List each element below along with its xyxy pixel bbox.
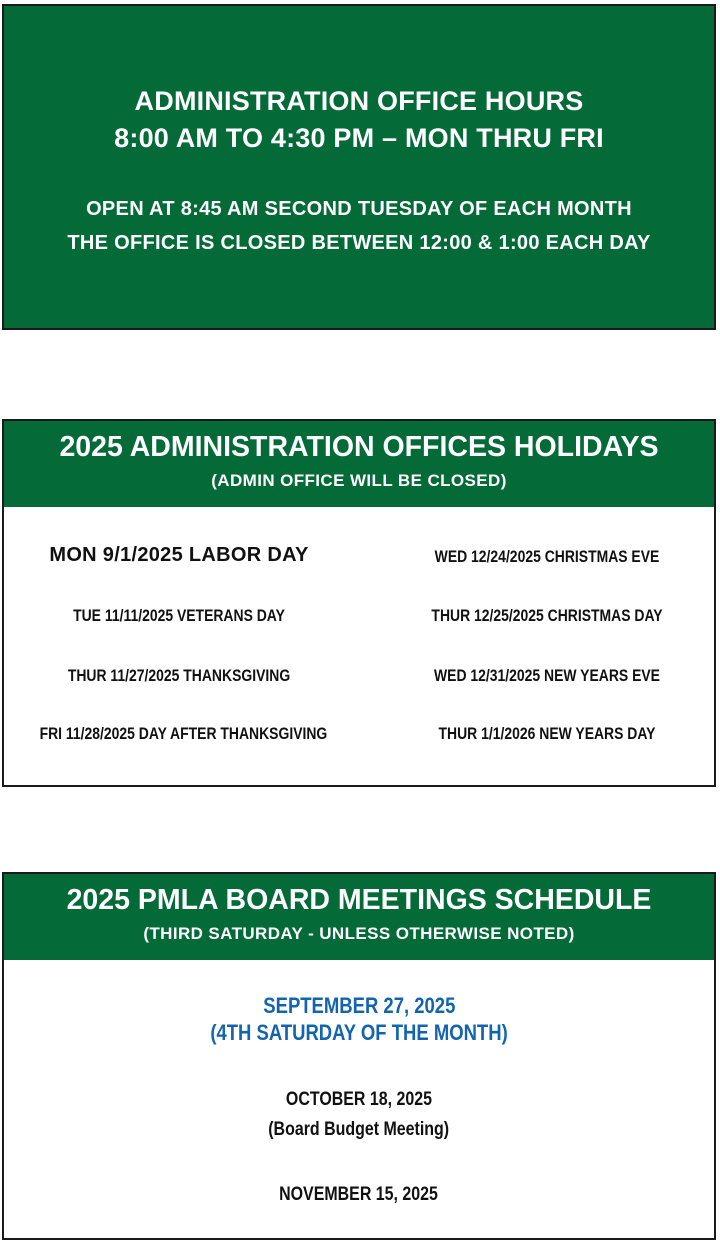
holiday-item: WED 12/31/2025 NEW YEARS EVE [434, 666, 660, 685]
holiday-item: THUR 12/25/2025 CHRISTMAS DAY [431, 606, 663, 625]
office-hours-panel [2, 4, 716, 330]
holiday-item: TUE 11/11/2025 VETERANS DAY [73, 606, 285, 625]
meeting-highlight-note-text: (4TH SATURDAY OF THE MONTH) [210, 1020, 508, 1045]
holidays-title: 2025 ADMINISTRATION OFFICES HOLIDAYS [59, 431, 659, 463]
meetings-subtitle: (THIRD SATURDAY - UNLESS OTHERWISE NOTED) [143, 924, 575, 943]
holiday-item: FRI 11/28/2025 DAY AFTER THANKSGIVING [39, 724, 328, 743]
holidays-subtitle: (ADMIN OFFICE WILL BE CLOSED) [211, 471, 507, 490]
holiday-item: WED 12/24/2025 CHRISTMAS EVE [434, 547, 660, 566]
office-hours-note-lunch: THE OFFICE IS CLOSED BETWEEN 12:00 & 1:00 EACH DAY [67, 232, 651, 254]
meeting-october-date-text: OCTOBER 18, 2025 [285, 1089, 433, 1110]
meetings-banner [4, 874, 714, 960]
meeting-november-date-text: NOVEMBER 15, 2025 [279, 1184, 439, 1205]
holiday-item: MON 9/1/2025 LABOR DAY [49, 544, 309, 566]
meeting-highlight-note [4, 1020, 714, 1046]
board-meetings-panel [2, 872, 716, 1240]
meeting-november-date [4, 1184, 714, 1206]
meeting-october-date [4, 1089, 714, 1111]
holidays-banner [4, 421, 714, 507]
meeting-highlight-date [4, 993, 714, 1019]
meeting-october-note-text: (Board Budget Meeting) [268, 1119, 450, 1140]
meetings-title: 2025 PMLA BOARD MEETINGS SCHEDULE [66, 884, 652, 916]
holidays-panel [2, 419, 716, 787]
meeting-october-note [4, 1119, 714, 1141]
holiday-item: THUR 1/1/2026 NEW YEARS DAY [438, 724, 656, 743]
holiday-item: THUR 11/27/2025 THANKSGIVING [67, 666, 291, 685]
office-hours-note-tuesday: OPEN AT 8:45 AM SECOND TUESDAY OF EACH MONTH [86, 198, 632, 220]
office-hours-time: 8:00 AM TO 4:30 PM – MON THRU FRI [114, 123, 604, 153]
meeting-highlight-date-text: SEPTEMBER 27, 2025 [262, 993, 456, 1018]
office-hours-title: ADMINISTRATION OFFICE HOURS [134, 86, 584, 116]
